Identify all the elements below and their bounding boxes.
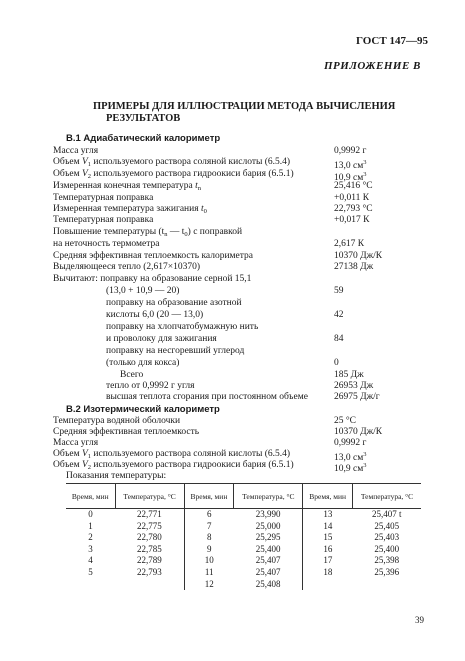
- table-cell: 16: [303, 544, 353, 556]
- table-cell: 22,775: [136, 520, 162, 531]
- table-header-row: [66, 484, 421, 509]
- temperature-table: [66, 483, 421, 590]
- section2-row-value: 10,9 $см^3$: [334, 462, 367, 475]
- table-header-cell: Температура, °С: [234, 484, 303, 509]
- section1-row-label: Объем $V_1$ используемого раствора соляной кислоты (6.5.4): [53, 157, 291, 168]
- table-cell: 1: [88, 520, 93, 531]
- rise-label-2: на неточность термометра: [53, 239, 160, 249]
- section1-row-value: 0,9992 г: [334, 146, 367, 156]
- section2-row-value: 0,9992 г: [334, 438, 367, 448]
- capacity-label: Средняя эффективная теплоемкость калориметра: [53, 251, 254, 261]
- table-cell: 22,789: [136, 555, 162, 566]
- table-cell: 8: [184, 532, 234, 544]
- table-header-cell: Время, мин: [184, 484, 234, 509]
- table-cell: 25,403: [374, 532, 400, 543]
- subtract-value3: 84: [334, 334, 344, 344]
- table-row: [66, 579, 421, 591]
- table-cell: 25,295: [255, 532, 281, 543]
- heat-coal-value: 26953 Дж: [334, 381, 374, 391]
- table-row: [66, 555, 421, 567]
- table-header-cell: Время, мин: [66, 484, 115, 509]
- table-cell: 22,785: [136, 543, 162, 554]
- rise-value: 2,617 К: [334, 239, 365, 249]
- section2-row-value: 25 °С: [334, 416, 357, 426]
- section1-row-label: Измеренная конечная температура $t_n$: [53, 181, 201, 192]
- section1-row-value: 10,9 $см^3$: [334, 171, 367, 184]
- section2-row-label: Температура водяной оболочки: [53, 416, 181, 426]
- table-row: [66, 544, 421, 556]
- table-cell: 17: [303, 555, 353, 567]
- heat-coal-label: тепло от 0,9992 г угля: [106, 381, 195, 391]
- table-cell: 25,000: [255, 520, 281, 531]
- subtract-line8: (только для кокса): [106, 358, 180, 368]
- subtract-line6: и проволоку для зажигания: [106, 334, 217, 344]
- table-cell: 22,793: [136, 566, 162, 577]
- table-cell: 0: [88, 509, 93, 519]
- subtract-line5: поправку на хлопчатобумажную нить: [106, 322, 259, 332]
- table-cell: 18: [303, 567, 353, 579]
- table-cell: 15: [303, 532, 353, 544]
- section1-heading: В.1 Адиабатический калориметр: [66, 133, 221, 144]
- table-cell: [115, 579, 184, 591]
- total-label: Всего: [120, 370, 144, 380]
- section1-row-value: 22,793 °С: [334, 204, 373, 214]
- readings-label: Показания температуры:: [66, 471, 167, 481]
- table-cell: 7: [184, 521, 234, 533]
- section1-row-label: Температурная поправка: [53, 193, 154, 203]
- table-cell: 14: [303, 521, 353, 533]
- section2-row-value: 13,0 $см^3$: [334, 451, 367, 464]
- heat-label: Выделяющееся тепло (2,617×10370): [53, 262, 201, 272]
- subtract-line7: поправку на несгоревший углерод: [106, 346, 245, 356]
- page-title-line1: ПРИМЕРЫ ДЛЯ ИЛЛЮСТРАЦИИ МЕТОДА ВЫЧИСЛЕНИЯ: [93, 101, 396, 112]
- table-cell: 25,398: [374, 555, 400, 566]
- table-cell: 22,780: [136, 532, 162, 543]
- section1-row-label: Измеренная температура зажигания $t_0$: [53, 204, 207, 215]
- total-value: 185 Дж: [334, 370, 364, 380]
- gross-label: высшая теплота сгорания при постоянном объеме: [106, 392, 308, 402]
- subtract-value2: 42: [334, 310, 344, 320]
- table-row: [66, 509, 421, 521]
- section2-row-label: Объем $V_1$ используемого раствора соляной кислоты (6.5.4): [53, 449, 291, 460]
- section2-row-label: Масса угля: [53, 438, 99, 448]
- subtract-line2: (13,0 + 10,9 — 20): [106, 286, 180, 296]
- appendix-label: ПРИЛОЖЕНИЕ В: [324, 60, 421, 72]
- table-cell: 25,407: [255, 555, 281, 566]
- table-cell: [303, 579, 353, 591]
- section1-row-value: +0,017 К: [334, 215, 370, 225]
- table-cell: 25,400: [374, 543, 400, 554]
- table-cell: 11: [184, 567, 234, 579]
- table-cell: 5: [88, 566, 93, 577]
- gross-value: 26975 Дж/г: [334, 392, 380, 402]
- section1-row-label: Масса угля: [53, 146, 99, 156]
- table-cell: 12: [184, 579, 234, 591]
- section1-row-value: 13,0 $см^3$: [334, 159, 367, 172]
- table-cell: 25,400: [255, 543, 281, 554]
- section2-row-label: Средняя эффективная теплоемкость: [53, 427, 200, 437]
- table-cell: 6: [184, 509, 234, 521]
- subtract-line4: кислоты 6,0 (20 — 13,0): [106, 310, 204, 320]
- table-cell: 25,407 t: [372, 509, 402, 519]
- section2-row-label: Объем $V_2$ используемого раствора гидроокиси бария (6.5.1): [53, 460, 294, 471]
- subtract-line3: поправку на образование азотной: [106, 298, 242, 308]
- table-cell: 3: [88, 543, 93, 554]
- table-cell: [66, 579, 115, 591]
- subtract-value4: 0: [334, 358, 339, 368]
- page-title-line2: РЕЗУЛЬТАТОВ: [106, 113, 181, 124]
- table-header-cell: Температура, °С: [353, 484, 421, 509]
- section1-row-label: Температурная поправка: [53, 215, 154, 225]
- section2-heading: В.2 Изотермический калориметр: [66, 404, 220, 415]
- standard-number: ГОСТ 147—95: [356, 35, 428, 47]
- table-cell: [353, 579, 421, 591]
- section2-row-value: 10370 Дж/К: [334, 427, 383, 437]
- table-row: [66, 567, 421, 579]
- table-cell: 25,407: [255, 566, 281, 577]
- table-body: [66, 509, 421, 591]
- table-cell: 25,405: [374, 520, 400, 531]
- subtract-value1: 59: [334, 286, 344, 296]
- table-cell: 4: [88, 555, 93, 566]
- table-cell: 22,771: [136, 509, 162, 519]
- table-cell: 23,990: [255, 509, 281, 519]
- table-cell: 13: [303, 509, 353, 521]
- section1-row-label: Объем $V_2$ используемого раствора гидроокиси бария (6.5.1): [53, 169, 294, 180]
- table-row: [66, 532, 421, 544]
- table-cell: 2: [88, 532, 93, 543]
- table-header-cell: Время, мин: [303, 484, 353, 509]
- table-cell: 9: [184, 544, 234, 556]
- table-header-cell: Температура, °С: [115, 484, 184, 509]
- rise-label: Повышение температуры ($t_n$ — $t_0$) с поправкой: [53, 227, 243, 238]
- capacity-value: 10370 Дж/К: [334, 251, 383, 261]
- table-cell: 25,408: [255, 578, 281, 589]
- table-cell: 10: [184, 555, 234, 567]
- section1-row-value: 25,416 °С: [334, 181, 373, 191]
- subtract-line1: Вычитают: поправку на образование серной 15,1: [53, 274, 252, 284]
- table-row: [66, 521, 421, 533]
- table-cell: 25,396: [374, 566, 400, 577]
- heat-value: 27138 Дж: [334, 262, 374, 272]
- page-number: 39: [415, 615, 424, 625]
- section1-row-value: +0,011 К: [334, 193, 370, 203]
